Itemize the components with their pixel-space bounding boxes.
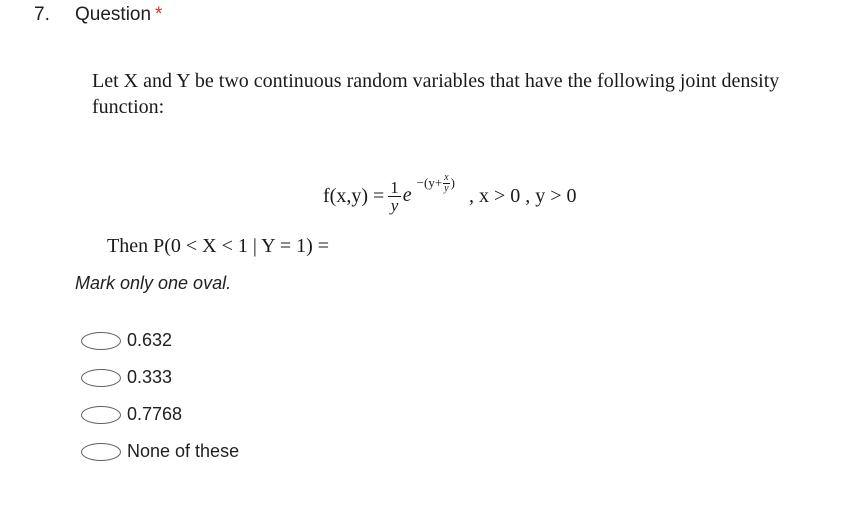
exponent-prefix: −(y+	[416, 175, 443, 191]
required-marker: *	[155, 4, 163, 25]
exponent-fraction-denominator: y	[444, 182, 449, 194]
problem-text: Let X and Y be two continuous random variables that have the following joint density function:	[92, 70, 780, 118]
radio-oval[interactable]	[81, 406, 121, 424]
radio-oval[interactable]	[81, 369, 121, 387]
exponent	[417, 173, 455, 194]
question-title-text: Question	[75, 4, 152, 25]
radio-oval[interactable]	[81, 332, 121, 350]
exponential-base: e	[402, 184, 412, 207]
formula-lhs: f(x,y) =	[323, 184, 385, 207]
question-title	[75, 4, 162, 26]
option-label[interactable]: None of these	[127, 441, 240, 461]
coefficient-fraction	[388, 179, 401, 214]
option-label[interactable]: 0.333	[127, 367, 173, 387]
question-number: 7.	[34, 4, 50, 25]
option-0-7768[interactable]	[81, 396, 239, 433]
option-label[interactable]: 0.7768	[127, 404, 183, 424]
option-label[interactable]: 0.632	[127, 330, 173, 350]
coefficient-numerator: 1	[390, 177, 399, 197]
radio-oval[interactable]	[81, 443, 121, 461]
exponent-suffix: )	[450, 175, 455, 191]
exponent-fraction-numerator: x	[444, 171, 449, 183]
joint-density-formula	[323, 166, 577, 226]
instruction-text: Mark only one oval.	[75, 273, 232, 293]
coefficient-denominator: y	[390, 195, 399, 215]
domain-condition: , x > 0 , y > 0	[468, 184, 577, 207]
option-0-333[interactable]	[81, 359, 239, 396]
option-none-of-these[interactable]	[81, 433, 239, 470]
option-0-632[interactable]	[81, 322, 239, 359]
options-list	[81, 322, 239, 470]
exponent-fraction	[443, 173, 449, 194]
exponential-term	[402, 171, 455, 208]
then-statement: Then P(0 < X < 1 | Y = 1) =	[107, 235, 330, 257]
